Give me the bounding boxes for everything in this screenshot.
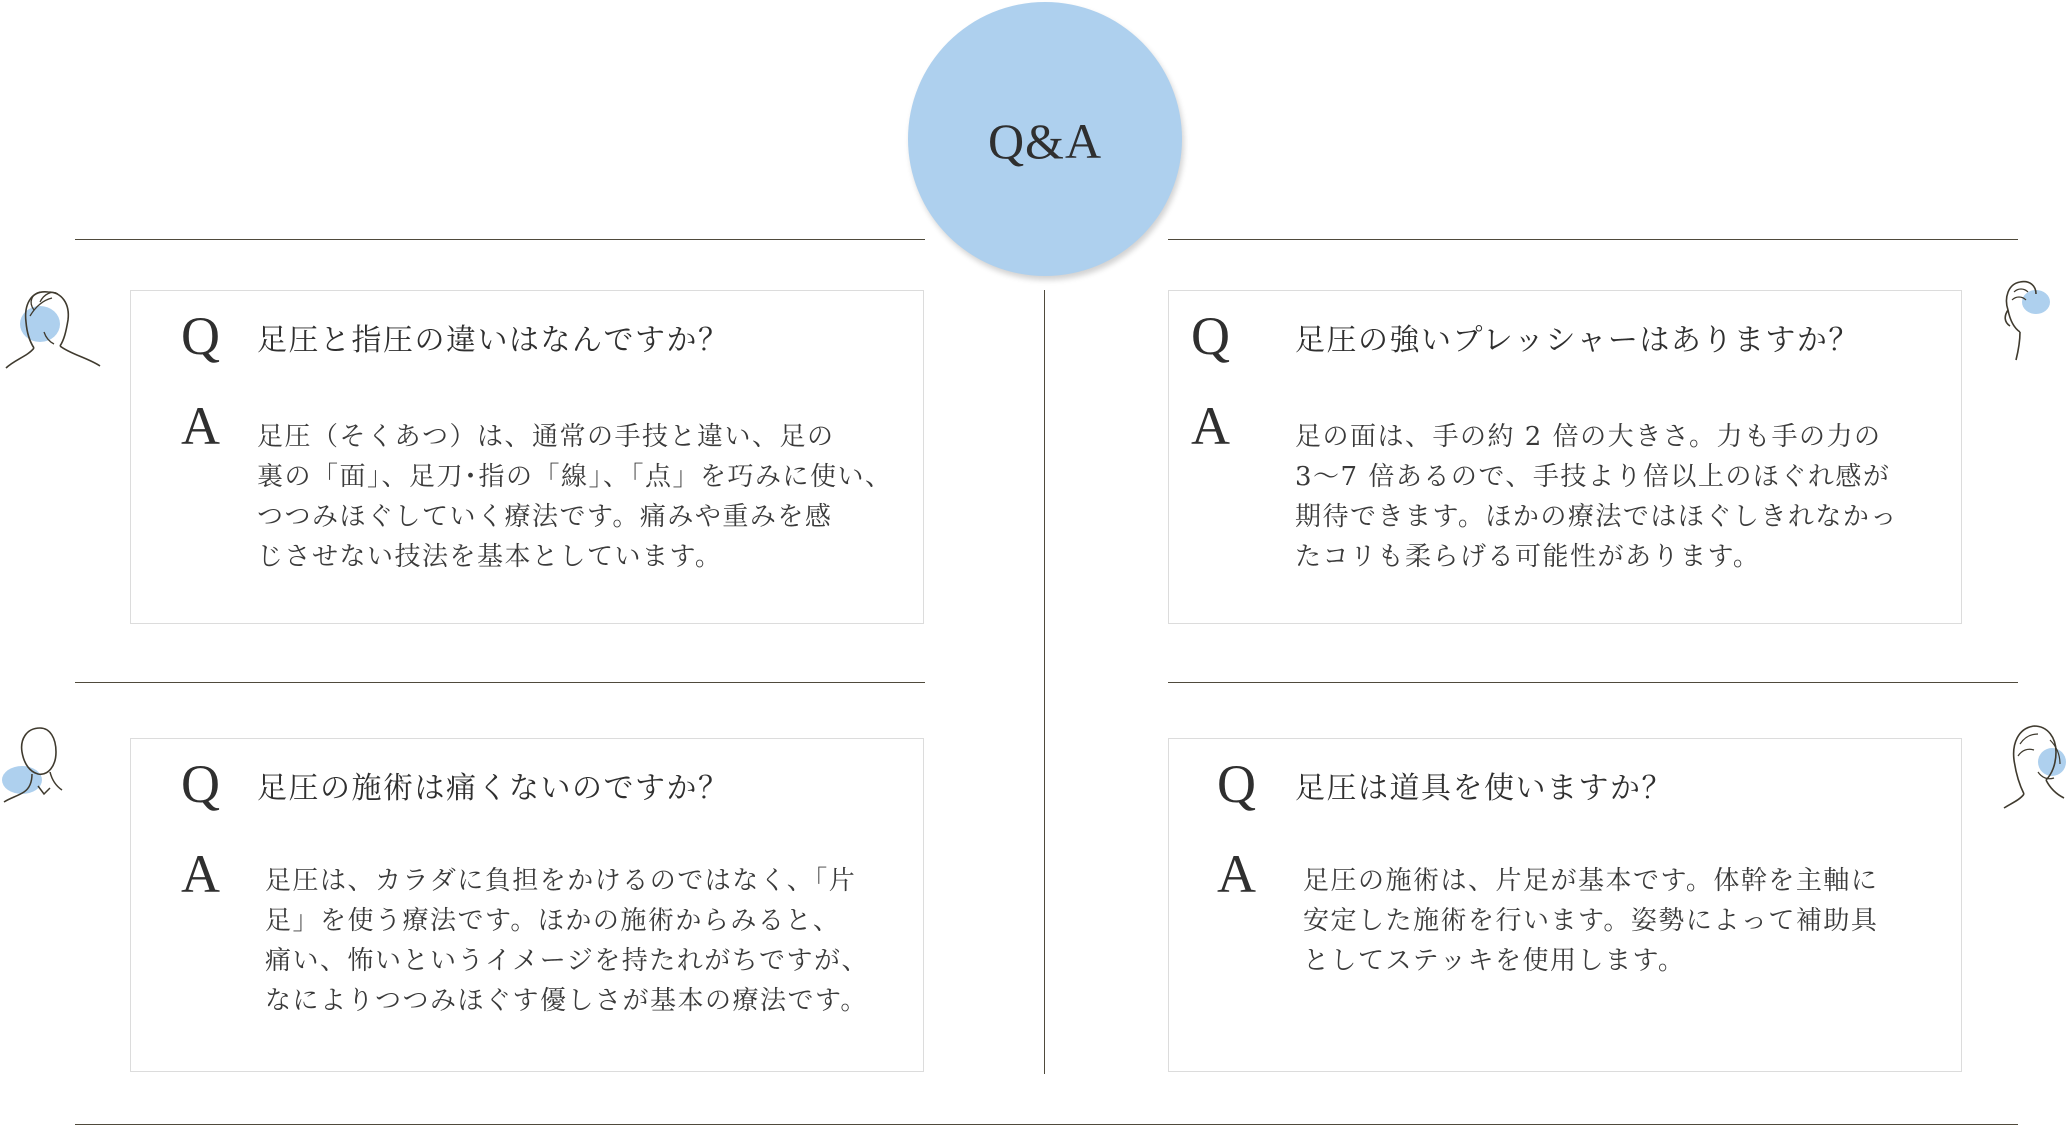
faq-card-2 [1168,290,1962,624]
question-marker: Q [1191,306,1230,366]
woman-head-hand-icon [0,272,110,382]
answer-line: 足圧は、カラダに負担をかけるのではなく、「片 [265,866,857,896]
faq-card-3 [130,738,924,1072]
faq-answer [1295,417,1905,577]
divider-middle-right [1168,682,2018,683]
faq-card-4 [1168,738,1962,1072]
woman-face-hand-icon [1990,720,2069,830]
answer-line: 安定した施術を行います。姿勢によって補助具 [1303,906,1879,936]
divider-bottom [75,1124,2018,1125]
answer-line: なによりつつみほぐす優しさが基本の療法です。 [265,986,868,1016]
answer-line: 足圧の施術は、片足が基本です。体幹を主軸に [1303,866,1879,896]
divider-top-right [1168,239,2018,240]
answer-line: 足」を使う療法です。ほかの施術からみると、 [265,906,841,936]
answer-marker: A [1217,844,1256,904]
divider-middle-left [75,682,925,683]
faq-answer [257,417,893,577]
divider-center-vertical [1044,290,1045,1074]
qa-header-circle [908,2,1182,276]
head-side-hand-icon [1990,272,2069,382]
answer-marker: A [1191,396,1230,456]
faq-card-1 [130,290,924,624]
question-marker: Q [181,754,220,814]
answer-line: 足圧（そくあつ）は、通常の手技と違い、足の [257,422,835,452]
answer-line: 3〜7 倍あるので、手技より倍以上のほぐれ感が [1295,462,1891,492]
question-marker: Q [1217,754,1256,814]
answer-line: 足の面は、手の約 2 倍の大きさ。力も手の力の [1295,422,1882,452]
divider-top-left [75,239,925,240]
answer-line: 痛い、怖いというイメージを持たれがちですが、 [265,946,869,976]
answer-line: 裏の「面」、足刀･指の「線」、「点」を巧みに使い、 [257,462,893,492]
faq-answer [1303,861,1913,981]
faq-question: 足圧の強いプレッシャーはありますか？ [1295,323,1860,358]
faq-question: 足圧の施術は痛くないのですか？ [257,771,730,806]
answer-marker: A [181,844,220,904]
answer-line: 期待できます。ほかの療法ではほぐしきれなかっ [1295,502,1898,532]
answer-line: たコリも柔らげる可能性があります。 [1295,542,1761,572]
answer-marker: A [181,396,220,456]
faq-question: 足圧は道具を使いますか？ [1295,771,1673,806]
neck-shoulder-icon [0,722,110,832]
page-title: Q&A [987,113,1103,169]
answer-line: じさせない技法を基本としています。 [257,542,723,572]
question-marker: Q [181,306,220,366]
faq-answer [265,861,875,1021]
answer-line: としてステッキを使用します。 [1303,946,1686,976]
answer-line: つつみほぐしていく療法です。痛みや重みを感 [257,502,833,532]
faq-question: 足圧と指圧の違いはなんですか？ [257,323,730,358]
